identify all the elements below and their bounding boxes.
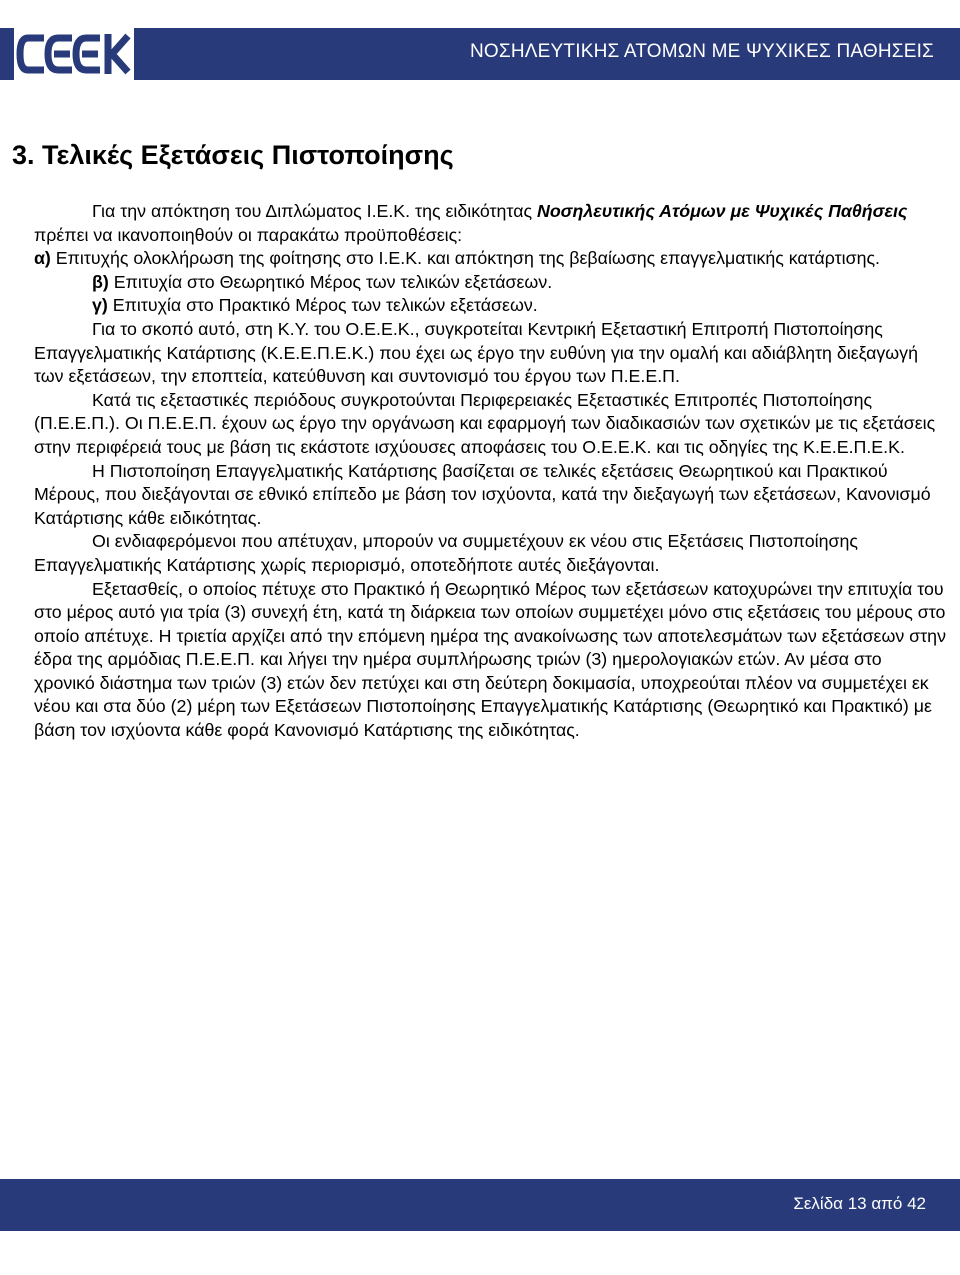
condition-b-text: Επιτυχία στο Θεωρητικό Μέρος των τελικών εξετάσεων. <box>108 271 553 292</box>
condition-a <box>34 247 946 271</box>
condition-b <box>34 271 946 295</box>
paragraph-partial-success: Εξετασθείς, ο οποίος πέτυχε στο Πρακτικό ή Θεωρητικό Μέρος των εξετάσεων κατοχυρώνει την επιτυχία του στο μέρος αυτό για τρία (3) συνεχή έτη, κατά τη διάρκεια των οποίων συμμετέχει μόνο στις εξετάσεις του μέρους στο οποίο απέτυχε. Η τριετία αρχίζει από την επόμενη ημέρα της ανακοίνωσης των αποτελεσμάτων των εξετάσεων στην έδρα της αρμόδιας Π.Ε.Ε.Π. και λήγει την ημέρα συμπλήρωσης τριών (3) ημερολογιακών ετών. Αν μέσα στο χρονικό διάστημα των τριών (3) ετών δεν πετύχει και στη δεύτερη δοκιμασία, υποχρεούται πλέον να συμμετέχει εκ νέου και στα δύο (2) μέρη των Εξετάσεων Πιστοποίησης Επαγγελματικής Κατάρτισης (Θεωρητικό και Πρακτικό) με βάση τον ισχύοντα κάθε φορά Κανονισμό Κατάρτισης της ειδικότητας. <box>34 578 946 741</box>
page-number: Σελίδα 13 από 42 <box>793 1194 926 1213</box>
condition-a-label: α) <box>34 248 51 269</box>
condition-a-text: Επιτυχής ολοκλήρωση της φοίτησης στο Ι.Ε.Κ. και απόκτηση της βεβαίωσης επαγγελματικής κατάρτισης. <box>50 248 880 269</box>
paragraph-central-committee: Για το σκοπό αυτό, στη Κ.Υ. του Ο.Ε.Ε.Κ., συγκροτείται Κεντρική Εξεταστική Επιτροπή Πιστοποίησης Επαγγελματικής Κατάρτισης (Κ.Ε.Ε.Π.Ε.Κ.) που έχει ως έργο την ευθύνη για την ομαλή και αδιάβλητη διεξαγωγή των εξετάσεων, την εποπτεία, κατεύθυνση και συντονισμό του έργου των Π.Ε.Ε.Π. <box>34 318 918 387</box>
condition-b-label: β) <box>92 271 109 292</box>
document-body <box>34 200 946 743</box>
ceek-logo <box>14 26 134 82</box>
document-header-title: ΝΟΣΗΛΕΥΤΙΚΗΣ ΑΤΟΜΩΝ ΜΕ ΨΥΧΙΚΕΣ ΠΑΘΗΣΕΙΣ <box>470 41 934 62</box>
condition-c-text: Επιτυχία στο Πρακτικό Μέρος των τελικών εξετάσεων. <box>107 295 538 316</box>
condition-c-label: γ) <box>92 295 108 316</box>
paragraph-regional-committees: Κατά τις εξεταστικές περιόδους συγκροτούνται Περιφερειακές Εξεταστικές Επιτροπές Πιστοποίησης (Π.Ε.Ε.Π.). Οι Π.Ε.Ε.Π. έχουν ως έργο την οργάνωση και εφαρμογή των διαδικασιών των σχετικών με τις εξετάσεις στην περιφέρειά τους με βάση τις εκάστοτε ισχύουσες αποφάσεις του Ο.Ε.Ε.Κ. και τις οδηγίες της Κ.Ε.Ε.Π.Ε.Κ. <box>34 389 936 457</box>
page-header <box>0 0 960 98</box>
intro-text-end: πρέπει να ικανοποιηθούν οι παρακάτω προϋποθέσεις: <box>34 224 463 245</box>
section-title: 3. Τελικές Εξετάσεις Πιστοποίησης <box>12 140 454 170</box>
intro-text-start: Για την απόκτηση του Διπλώματος Ι.Ε.Κ. της ειδικότητας <box>92 201 537 221</box>
paragraph-intro <box>34 200 946 247</box>
paragraph-certification-basis: Η Πιστοποίηση Επαγγελματικής Κατάρτισης βασίζεται σε τελικές εξετάσεις Θεωρητικού και Πρακτικού Μέρους, που διεξάγονται σε εθνικό επίπεδο με βάση τον ισχύοντα, κατά την διεξαγωγή των εξετάσεων, Κανονισμό Κατάρτισης κάθε ειδικότητας. <box>34 460 931 528</box>
paragraph-retake: Οι ενδιαφερόμενοι που απέτυχαν, μπορούν να συμμετέχουν εκ νέου στις Εξετάσεις Πιστοποίησης Επαγγελματικής Κατάρτισης χωρίς περιορισμό, οποτεδήποτε αυτές διεξάγονται. <box>34 531 858 575</box>
specialty-name: Νοσηλευτικής Ατόμων με Ψυχικές Παθήσεις <box>536 201 908 221</box>
condition-c <box>34 294 946 318</box>
